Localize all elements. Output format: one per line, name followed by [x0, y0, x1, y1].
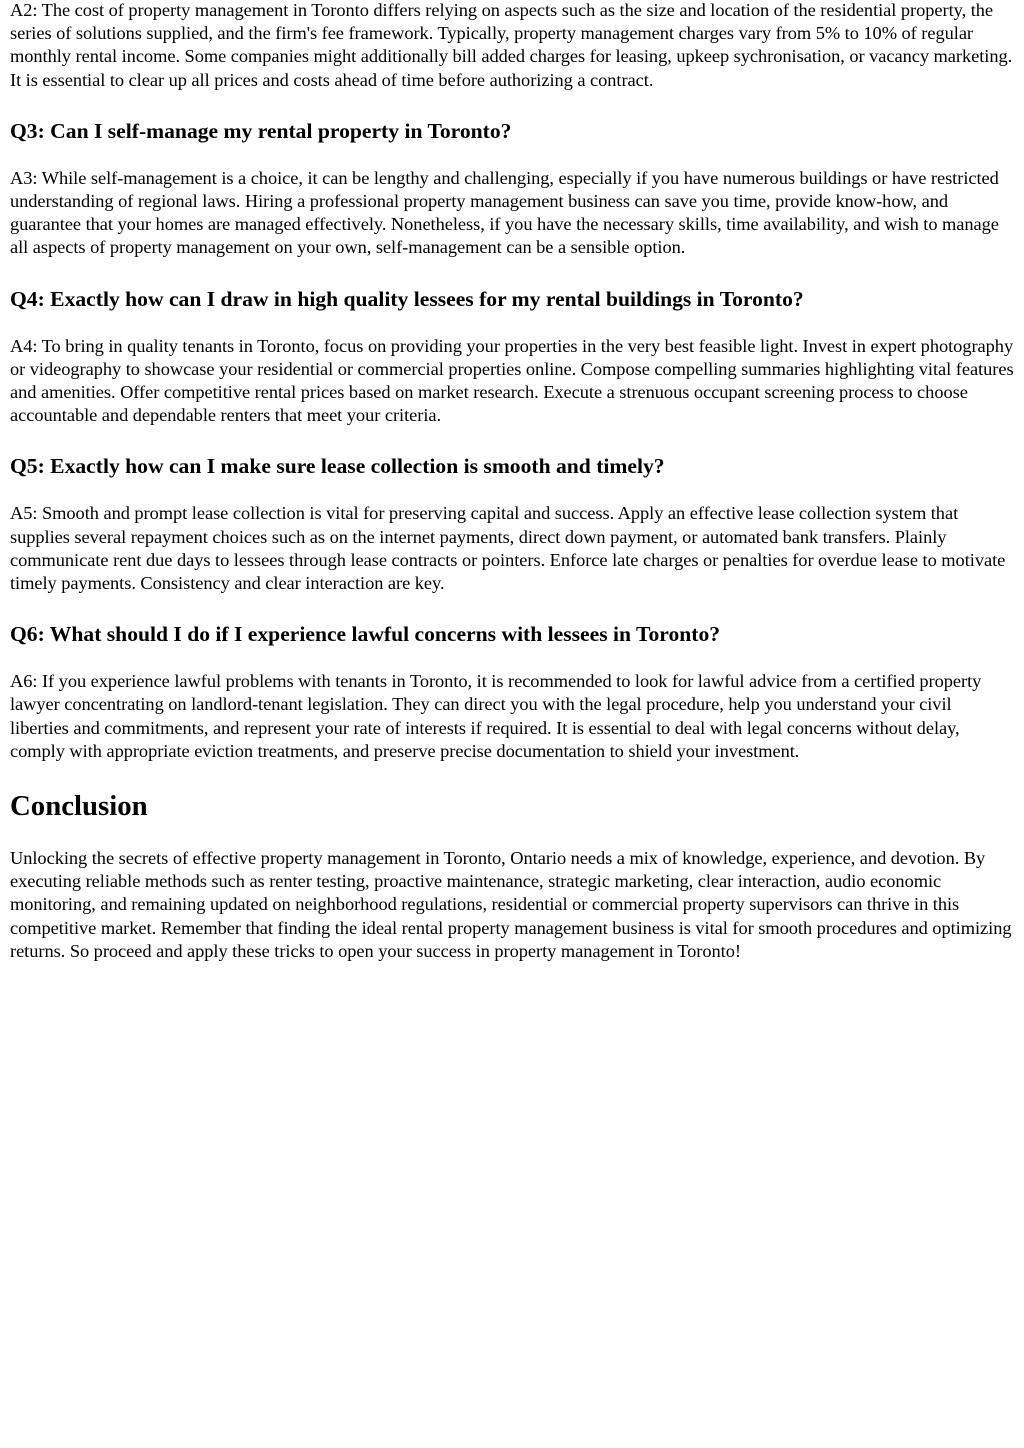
answer-2: A2: The cost of property management in Toronto differs relying on aspects such as the size and location of the residential property, the series of solutions supplied, and the firm's fee framework. Typically, property management charges vary from 5% to 10% of regular monthly rental income. Some companies might additionally bill added charges for leasing, upkeep sychronisation, or vacancy marketing. It is essential to clear up all prices and costs ahead of time before authorizing a contract. — [10, 0, 1013, 90]
question-5-heading: Q5: Exactly how can I make sure lease collection is smooth and timely? — [10, 454, 665, 479]
answer-5: A5: Smooth and prompt lease collection is vital for preserving capital and success. Apply an effective lease collection system that supplies several repayment choices such as on the internet payments, direct down payment, or automated bank transfers. Plainly communicate rent due days to lessees through lease contracts or pointers. Enforce late charges or penalties for overdue lease to motivate timely payments. Consistency and clear interaction are key. — [10, 503, 1006, 594]
conclusion-paragraph: Unlocking the secrets of effective property management in Toronto, Ontario needs a mix of knowledge, experience, and devotion. By executing reliable methods such as renter testing, proactive maintenance, strategic marketing, clear interaction, audio economic monitoring, and remaining updated on neighborhood regulations, residential or commercial property supervisors can thrive in this competitive market. Remember that finding the ideal rental property management business is vital for smooth procedures and optimizing returns. So proceed and apply these tricks to open your success in property management in Toronto! — [10, 848, 1012, 961]
answer-3: A3: While self-management is a choice, it can be lengthy and challenging, especially if you have numerous buildings or have restricted understanding of regional laws. Hiring a professional property management business can save you time, provide know-how, and guarantee that your homes are managed effectively. Nonetheless, if you have the necessary skills, time availability, and wish to manage all aspects of property management on your own, self-management can be a sensible option. — [10, 167, 999, 258]
question-4-heading: Q4: Exactly how can I draw in high quality lessees for my rental buildings in Toronto? — [10, 286, 804, 311]
question-6-heading: Q6: What should I do if I experience lawful concerns with lessees in Toronto? — [10, 622, 721, 647]
question-3-heading: Q3: Can I self-manage my rental property in Toronto? — [10, 118, 512, 143]
conclusion-heading: Conclusion — [10, 790, 148, 823]
answer-6: A6: If you experience lawful problems with tenants in Toronto, it is recommended to look for lawful advice from a certified property lawyer concentrating on landlord-tenant legislation. They can direct you with the legal procedure, help you understand your civil liberties and commitments, and represent your rate of interests if required. It is essential to deal with legal concerns without delay, comply with appropriate eviction treatments, and preserve precise documentation to shield your investment. — [10, 671, 982, 761]
answer-4: A4: To bring in quality tenants in Toronto, focus on providing your properties in the very best feasible light. Invest in expert photography or videography to showcase your residential or commercial properties online. Compose compelling summaries highlighting vital features and amenities. Offer competitive rental prices based on market research. Execute a strenuous occupant screening process to choose accountable and dependable renters that meet your criteria. — [10, 335, 1014, 426]
